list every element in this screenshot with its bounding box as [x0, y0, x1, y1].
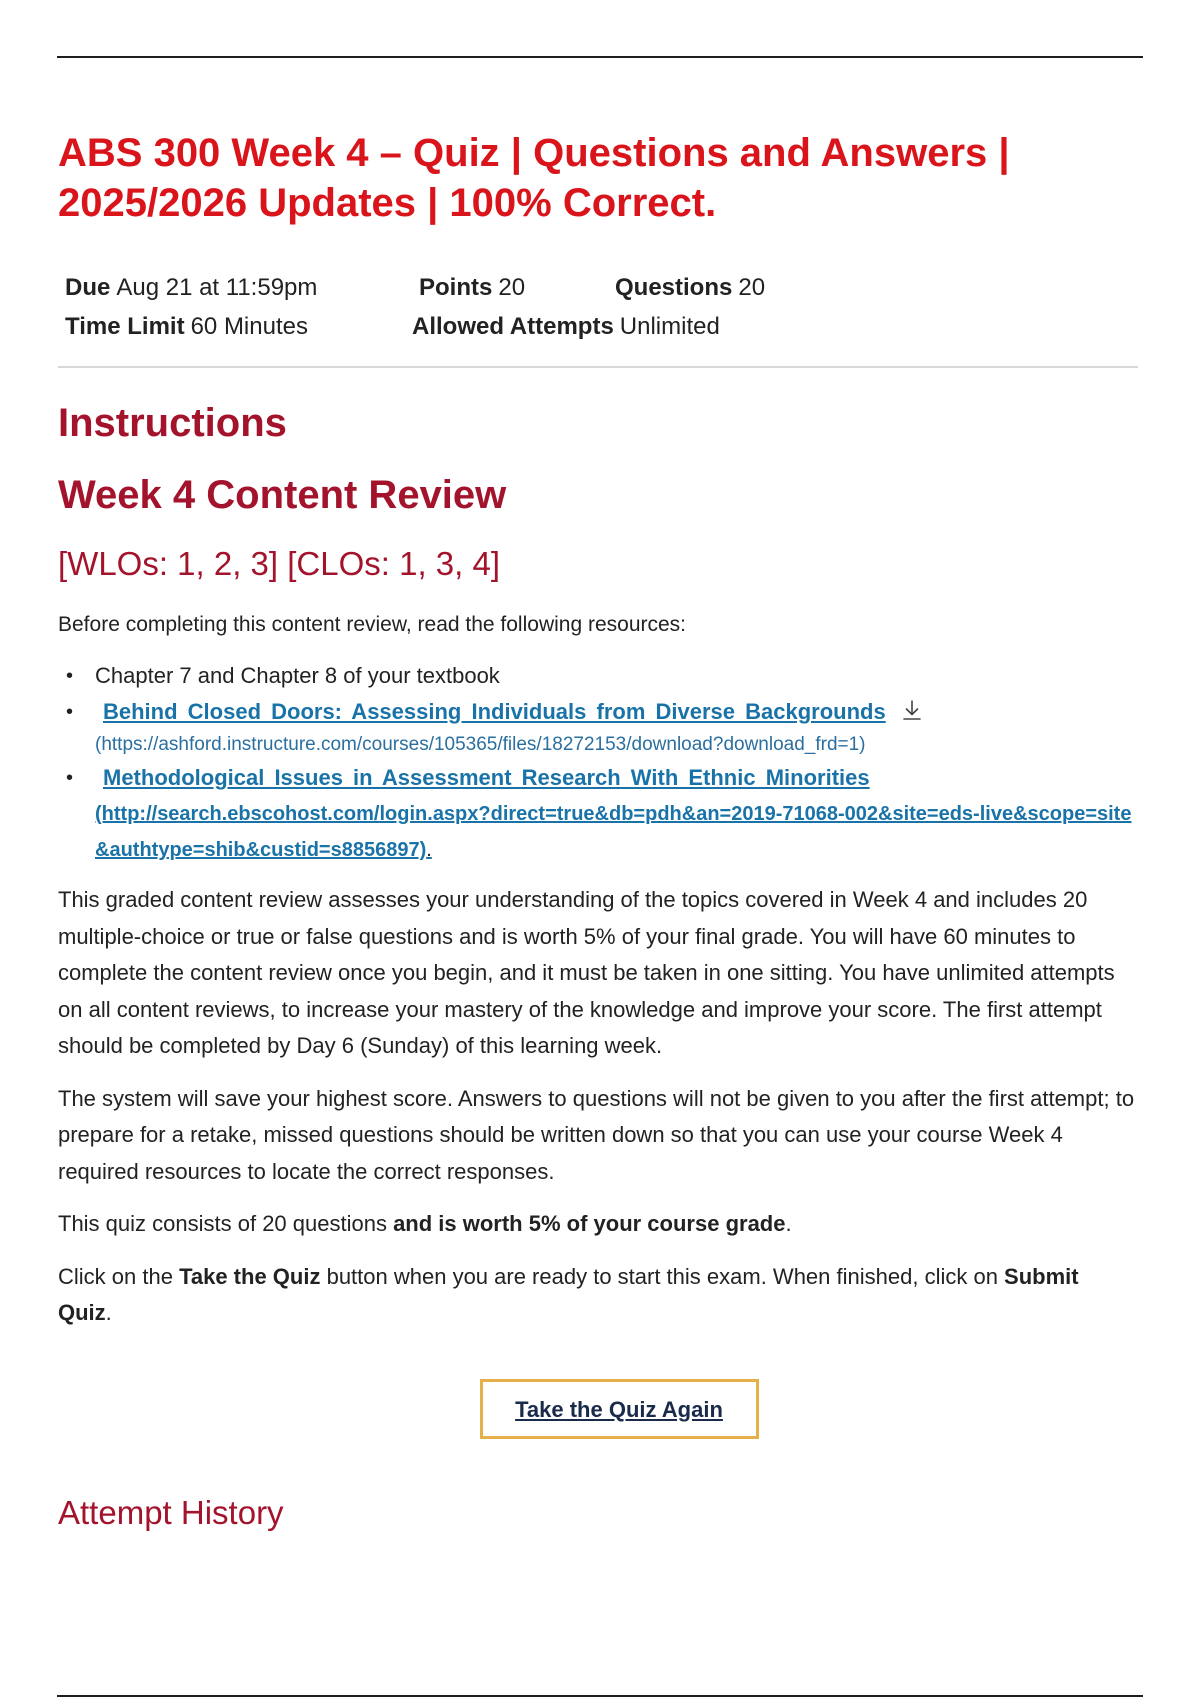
document-content [58, 128, 1138, 1533]
methodological-issues-url-text[interactable]: (http://search.ebscohost.com/login.aspx?direct=true&db=pdh&an=2019-71068-002&site=eds-live&scope=site&authtype=shib&custid=s8856897) [95, 803, 1132, 861]
start-pre: Click on the [58, 1263, 180, 1289]
start-mid: button when you are ready to start this exam. When finished, click on [320, 1263, 1005, 1289]
quiz-button-container [58, 1379, 1138, 1439]
allowed-attempts-label: Allowed Attempts [412, 312, 614, 340]
points-value: 20 [498, 273, 526, 301]
content-review-heading: Week 4 Content Review [58, 473, 507, 517]
questions-label: Questions [615, 273, 733, 301]
time-limit-info [65, 313, 412, 341]
resource-item-textbook [66, 658, 1138, 694]
url-suffix: . [426, 839, 432, 861]
paragraph-retake-info: The system will save your highest score. Answers to questions will not be given to you after the first attempt; to prepare for a retake, missed questions should be written down so that you can use your course Week 4 required resources to locate the correct responses. [58, 1085, 1135, 1184]
due-value: Aug 21 at 11:59pm [116, 273, 318, 301]
points-label: Points [419, 273, 493, 301]
bullet: • [66, 701, 74, 723]
grade-info-pre: This quiz consists of 20 questions [58, 1211, 394, 1236]
quiz-details [58, 268, 1138, 346]
take-quiz-again-button[interactable]: Take the Quiz Again [480, 1379, 759, 1439]
bottom-rule [57, 1695, 1143, 1697]
take-the-quiz-text: Take the Quiz [179, 1263, 321, 1289]
quiz-details-row-1 [65, 268, 1138, 307]
methodological-issues-url[interactable] [95, 796, 1138, 868]
submit-quiz-text: Submit Quiz [58, 1263, 1079, 1325]
allowed-attempts-value: Unlimited [619, 312, 720, 340]
questions-info [615, 274, 765, 302]
questions-value: 20 [738, 273, 766, 301]
points-info [419, 274, 615, 302]
resource-item-methodological-issues [66, 760, 1138, 868]
document-title: ABS 300 Week 4 – Quiz | Questions and Answers | 2025/2026 Updates | 100% Correct. [58, 131, 1010, 225]
start-post: . [105, 1300, 112, 1325]
resource-list [58, 658, 1138, 868]
bullet: • [66, 665, 74, 687]
quiz-details-row-2 [65, 307, 1138, 346]
grade-info-post: . [785, 1211, 792, 1236]
time-limit-value: 60 Minutes [190, 312, 308, 340]
learning-outcomes: [WLOs: 1, 2, 3] [CLOs: 1, 3, 4] [58, 545, 501, 582]
behind-closed-doors-url: (https://ashford.instructure.com/courses/105365/files/18272153/download?download_frd=1) [95, 734, 866, 755]
attempt-history-heading: Attempt History [58, 1493, 284, 1531]
bullet: • [66, 767, 74, 789]
instructions-heading: Instructions [58, 401, 287, 445]
resources-intro: Before completing this content review, read the following resources: [58, 613, 687, 636]
allowed-attempts-info [412, 313, 720, 341]
paragraph-start-instructions [58, 1259, 1138, 1332]
resource-textbook-text: Chapter 7 and Chapter 8 of your textbook [95, 663, 500, 688]
due-label: Due [65, 273, 111, 301]
due-info [65, 274, 423, 302]
time-limit-label: Time Limit [65, 312, 185, 340]
behind-closed-doors-link[interactable]: Behind Closed Doors: Assessing Individuals from Diverse Backgrounds [103, 699, 886, 724]
resource-item-behind-closed-doors [66, 694, 1138, 760]
paragraph-grade-info [58, 1206, 1138, 1243]
paragraph-overview: This graded content review assesses your understanding of the topics covered in Week 4 and includes 20 multiple-choice or true or false questions and is worth 5% of your final grade. You will have 60 minutes to complete the content review once you begin, and it must be taken in one sitting. You have unlimited attempts on all content reviews, to increase your mastery of the knowledge and improve your score. The first attempt should be completed by Day 6 (Sunday) of this learning week. [58, 887, 1115, 1058]
methodological-issues-link[interactable]: Methodological Issues in Assessment Research With Ethnic Minorities [103, 765, 870, 790]
grade-info-bold: and is worth 5% of your course grade [393, 1211, 786, 1236]
top-rule [57, 56, 1143, 58]
details-divider [58, 366, 1138, 368]
download-icon[interactable] [900, 697, 924, 721]
